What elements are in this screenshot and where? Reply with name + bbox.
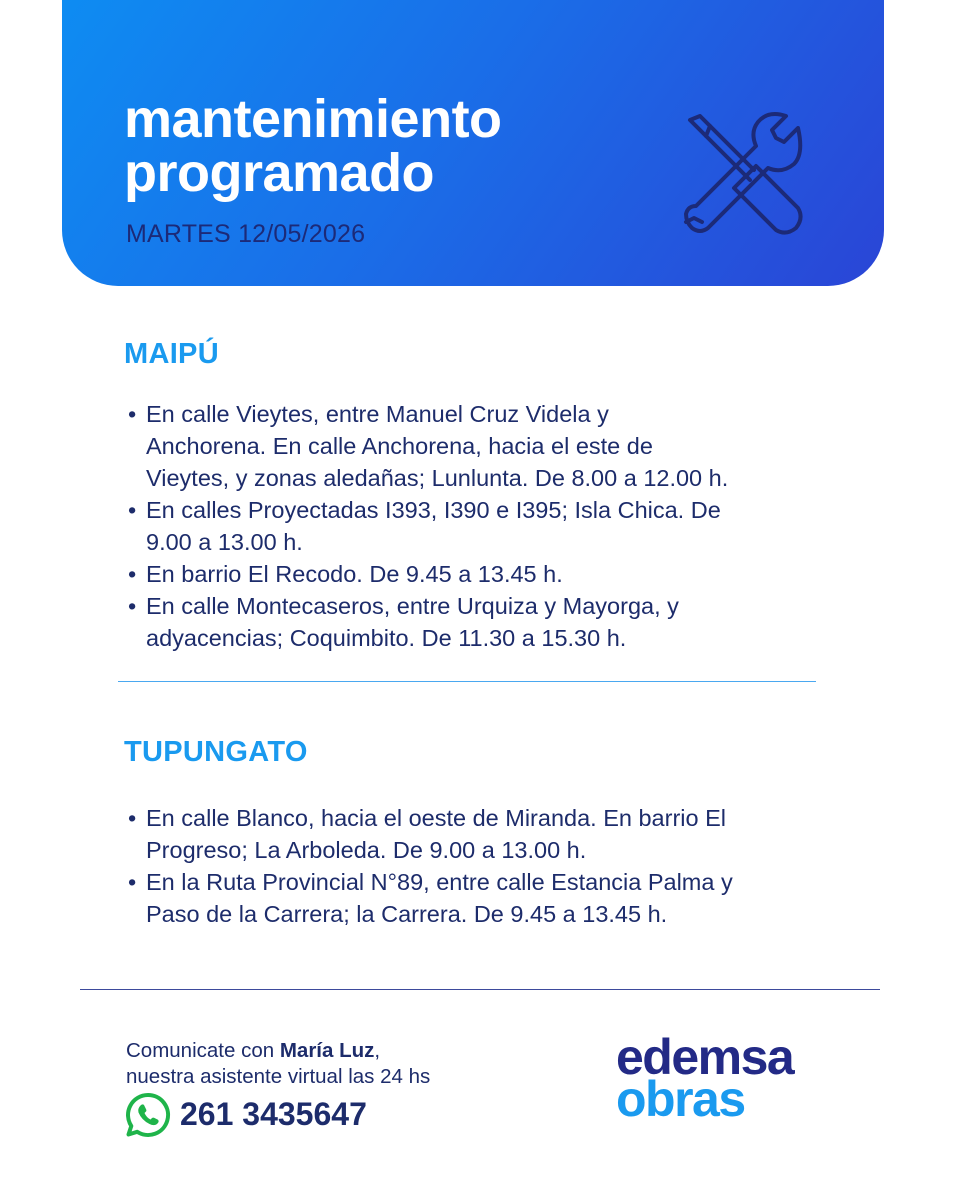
date-label: MARTES 12/05/2026 — [126, 220, 366, 248]
list-item: • En calles Proyectadas I393, I390 e I395; Isla Chica. De 9.00 a 13.00 h. — [128, 497, 721, 555]
title-line-2: programado — [124, 143, 435, 203]
list-item: • En la Ruta Provincial N°89, entre calle Estancia Palma y Paso de la Carrera; la Carrera. De 9.45 a 13.45 h. — [128, 869, 733, 927]
footer-divider — [80, 989, 880, 990]
section-divider — [118, 681, 816, 682]
section-title-tupungato: TUPUNGATO — [124, 736, 308, 768]
list-item: • En calle Montecaseros, entre Urquiza y Mayorga, y adyacencias; Coquimbito. De 11.30 a 15.30 h. — [128, 593, 679, 651]
tupungato-list — [126, 802, 846, 930]
contact-text: Comunicate con María Luz, nuestra asistente virtual las 24 hs — [126, 1039, 431, 1088]
assistant-name: María Luz — [279, 1039, 375, 1062]
list-item: • En barrio El Recodo. De 9.45 a 13.45 h. — [128, 561, 563, 587]
list-item: • En calle Blanco, hacia el oeste de Miranda. En barrio El Progreso; La Arboleda. De 9.00 a 13.00 h. — [128, 805, 726, 863]
title-line-1: mantenimiento — [124, 89, 502, 149]
edemsa-obras-logo: edemsa obras — [616, 1029, 794, 1127]
maipu-list — [126, 398, 846, 654]
phone-number[interactable]: 261 3435647 — [180, 1096, 367, 1132]
section-title-maipu: MAIPÚ — [124, 338, 219, 370]
list-item: • En calle Vieytes, entre Manuel Cruz Videla y Anchorena. En calle Anchorena, hacia el este de Vieytes, y zonas aledañas; Lunlunta. De 8.00 a 12.00 h. — [128, 401, 729, 491]
tools-icon — [676, 110, 814, 248]
whatsapp-icon[interactable] — [125, 1092, 171, 1138]
page-title — [124, 89, 502, 203]
